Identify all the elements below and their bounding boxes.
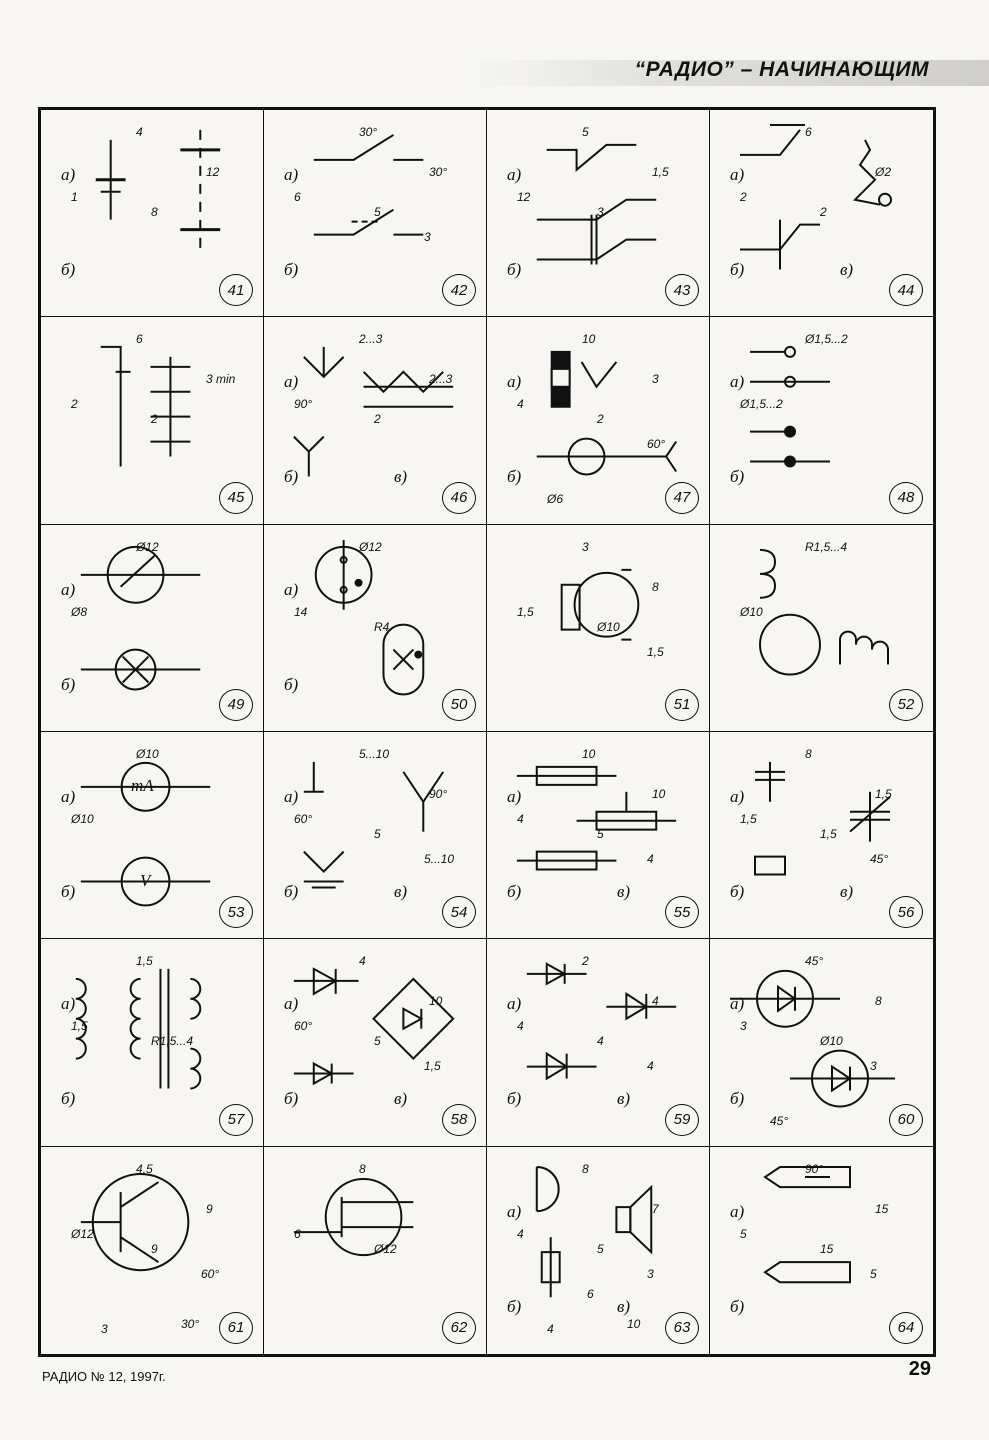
dimension-label: Ø2 <box>875 165 892 179</box>
dimension-label: Ø12 <box>71 1226 94 1241</box>
dimension-label: 10 <box>627 1316 641 1331</box>
dimension-label: Ø12 <box>359 539 382 554</box>
dimension-label: 2 <box>582 954 589 969</box>
figure-cell-55 <box>487 732 710 939</box>
figure-cell-42 <box>264 110 487 317</box>
figure-cell-63 <box>487 1147 710 1354</box>
dimension-label: 2 <box>740 190 747 204</box>
dimension-label: 7 <box>652 1201 659 1216</box>
dimension-label: 3 <box>582 539 589 554</box>
figure-cell-44 <box>710 110 933 317</box>
dimension-label: 10 <box>652 787 666 801</box>
meter-symbol: V <box>140 871 151 890</box>
figure-number: 48 <box>889 482 923 514</box>
figure-cell-58 <box>264 939 487 1146</box>
dimension-label: 14 <box>294 604 308 619</box>
dimension-label: 3 <box>424 230 431 244</box>
dimension-label: Ø1,5...2 <box>805 332 848 347</box>
figure-label: в) <box>840 882 854 901</box>
figure-cell-54 <box>264 732 487 939</box>
figure-label: б) <box>730 1296 745 1316</box>
dimension-label: 8 <box>875 994 882 1009</box>
figure-label: а) <box>61 165 76 184</box>
figure-cell-45 <box>41 317 264 524</box>
figure-label: а) <box>507 1201 522 1221</box>
figure-number: 42 <box>442 274 476 306</box>
figure-label: б) <box>730 1089 745 1109</box>
figure-cell-46 <box>264 317 487 524</box>
dimension-label: 10 <box>582 332 596 347</box>
figure-label: б) <box>730 467 745 487</box>
figure-number: 45 <box>219 482 253 514</box>
figure-cell-51 <box>487 525 710 732</box>
dimension-label: 1,5 <box>875 787 892 801</box>
dimension-label: 90° <box>294 397 313 412</box>
figure-label: б) <box>61 260 76 279</box>
dimension-label: 5 <box>374 827 381 841</box>
figure-number: 59 <box>665 1104 699 1136</box>
figure-label: б) <box>507 467 522 487</box>
dimension-label: 4 <box>136 125 143 139</box>
figure-label: б) <box>507 1296 522 1316</box>
dimension-label: 1 <box>71 190 78 204</box>
dimension-label: 4 <box>359 954 366 969</box>
figure-label: б) <box>507 1089 522 1109</box>
figure-label: а) <box>284 579 299 599</box>
dimension-label: 4 <box>547 1321 554 1336</box>
dimension-label: 8 <box>582 1161 589 1176</box>
dimension-label: 2 <box>374 412 381 427</box>
figure-number: 52 <box>889 689 923 721</box>
figure-label: б) <box>730 882 745 901</box>
dimension-label: 1,5 <box>820 827 837 841</box>
dimension-label: 2...3 <box>359 332 383 347</box>
dimension-label: 12 <box>206 165 220 179</box>
dimension-label: 6 <box>587 1286 594 1301</box>
dimension-label: 8 <box>359 1161 366 1176</box>
dimension-label: 2...3 <box>429 372 453 387</box>
dimension-label: 4 <box>517 1019 524 1034</box>
figure-cell-60 <box>710 939 933 1146</box>
dimension-label: 1,5 <box>517 604 534 619</box>
dimension-label: 60° <box>201 1266 220 1281</box>
figure-label: а) <box>61 579 76 599</box>
dimension-label: 3 min <box>206 372 236 387</box>
figure-label: а) <box>507 372 522 392</box>
dimension-label: 60° <box>294 812 313 826</box>
figure-label: в) <box>394 467 408 487</box>
dimension-label: 90° <box>429 787 448 801</box>
figure-number: 56 <box>889 896 923 928</box>
figure-label: а) <box>507 994 522 1014</box>
figure-cell-61 <box>41 1147 264 1354</box>
dimension-label: 30° <box>429 165 448 179</box>
dimension-label: 60° <box>647 437 666 452</box>
figure-number: 64 <box>889 1312 923 1344</box>
figure-label: а) <box>284 787 299 806</box>
dimension-label: 3 <box>652 372 659 387</box>
dimension-label: 15 <box>820 1241 834 1256</box>
dimension-label: 5...10 <box>424 852 455 866</box>
dimension-label: 1,5 <box>740 812 757 826</box>
dimension-label: 60° <box>294 1019 313 1034</box>
figure-number: 61 <box>219 1312 253 1344</box>
figure-number: 46 <box>442 482 476 514</box>
figure-cell-57 <box>41 939 264 1146</box>
figure-label: а) <box>730 165 745 184</box>
dimension-label: 9 <box>151 1241 158 1256</box>
figure-cell-64 <box>710 1147 933 1354</box>
dimension-label: 2 <box>151 412 158 427</box>
figure-label: а) <box>284 372 299 392</box>
dimension-label: 12 <box>517 190 531 204</box>
dimension-label: Ø8 <box>71 604 88 619</box>
figure-label: а) <box>284 994 299 1014</box>
dimension-label: 1,5 <box>647 644 664 659</box>
figure-number: 62 <box>442 1312 476 1344</box>
dimension-label: 1,5 <box>424 1059 441 1074</box>
dimension-label: 5 <box>582 125 589 139</box>
dimension-label: 4 <box>597 1034 604 1049</box>
dimension-label: R1,5...4 <box>805 539 848 554</box>
figure-label: б) <box>507 260 522 279</box>
figure-label: в) <box>394 882 408 901</box>
dimension-label: 8 <box>805 747 812 761</box>
dimension-label: 10 <box>582 747 596 761</box>
dimension-label: 4,5 <box>136 1161 153 1176</box>
figure-label: а) <box>284 165 299 184</box>
dimension-label: 15 <box>875 1201 889 1216</box>
dimension-label: 8 <box>151 205 158 219</box>
dimension-label: 5 <box>597 1241 604 1256</box>
dimension-label: 4 <box>647 1059 654 1074</box>
dimension-label: 4 <box>647 852 654 866</box>
dimension-label: 3 <box>597 205 604 219</box>
dimension-label: Ø1,5...2 <box>740 397 783 412</box>
figure-number: 43 <box>665 274 699 306</box>
dimension-label: 3 <box>870 1059 877 1074</box>
meter-symbol: mA <box>131 776 154 795</box>
dimension-label: 6 <box>294 190 301 204</box>
dimension-label: 2 <box>820 205 827 219</box>
dimension-label: Ø10 <box>740 604 763 619</box>
dimension-label: 8 <box>652 579 659 594</box>
figure-cell-43 <box>487 110 710 317</box>
figure-cell-59 <box>487 939 710 1146</box>
figure-cell-62 <box>264 1147 487 1354</box>
dimension-label: R1,5...4 <box>151 1034 194 1049</box>
figure-label: в) <box>394 1089 408 1109</box>
figure-number: 57 <box>219 1104 253 1136</box>
dimension-label: 1,5 <box>652 165 669 179</box>
figure-label: б) <box>284 674 299 694</box>
dimension-label: 2 <box>597 412 604 427</box>
figure-number: 41 <box>219 274 253 306</box>
dimension-label: 3 <box>740 1019 747 1034</box>
figure-label: а) <box>730 787 745 806</box>
dimension-label: 45° <box>770 1114 789 1129</box>
dimension-label: 3 <box>101 1321 108 1336</box>
figure-label: б) <box>61 674 76 694</box>
dimension-label: 4 <box>517 397 524 412</box>
dimension-label: 4 <box>652 994 659 1009</box>
dimension-label: 5 <box>740 1226 747 1241</box>
figure-label: б) <box>284 467 299 487</box>
figure-cell-48 <box>710 317 933 524</box>
dimension-label: Ø10 <box>820 1034 843 1049</box>
figure-cell-41 <box>41 110 264 317</box>
figure-cell-52 <box>710 525 933 732</box>
dimension-label: 45° <box>805 954 824 969</box>
dimension-label: 90° <box>805 1161 824 1176</box>
figure-number: 58 <box>442 1104 476 1136</box>
figure-number: 60 <box>889 1104 923 1136</box>
dimension-label: 6 <box>805 125 812 139</box>
dimension-label: 5 <box>597 827 604 841</box>
symbol-grid <box>38 107 936 1357</box>
dimension-label: Ø10 <box>136 747 159 761</box>
figure-number: 49 <box>219 689 253 721</box>
dimension-label: 6 <box>136 332 143 347</box>
figure-label: а) <box>507 787 522 806</box>
dimension-label: Ø10 <box>597 619 620 634</box>
dimension-label: Ø12 <box>374 1241 397 1256</box>
figure-label: б) <box>730 260 745 279</box>
figure-number: 63 <box>665 1312 699 1344</box>
figure-label: а) <box>730 372 745 392</box>
dimension-label: 30° <box>181 1316 200 1331</box>
figure-label: а) <box>730 1201 745 1221</box>
figure-cell-53 <box>41 732 264 939</box>
figure-number: 44 <box>889 274 923 306</box>
section-title: “РАДИО” – НАЧИНАЮЩИМ <box>634 58 929 81</box>
dimension-label: 45° <box>870 852 889 866</box>
dimension-label: 1,5 <box>136 954 153 969</box>
figure-cell-49 <box>41 525 264 732</box>
dimension-label: 9 <box>206 1201 213 1216</box>
figure-cell-50 <box>264 525 487 732</box>
dimension-label: 6 <box>294 1226 301 1241</box>
dimension-label: 4 <box>517 1226 524 1241</box>
figure-label: б) <box>284 260 299 279</box>
dimension-label: Ø10 <box>71 812 94 826</box>
figure-label: а) <box>61 787 76 806</box>
dimension-label: Ø6 <box>547 492 564 507</box>
figure-label: в) <box>617 1296 631 1316</box>
figure-number: 55 <box>665 896 699 928</box>
figure-label: в) <box>617 882 631 901</box>
figure-label: а) <box>730 994 745 1014</box>
dimension-label: 1,5 <box>71 1019 88 1034</box>
dimension-label: R4 <box>374 619 390 634</box>
figure-number: 51 <box>665 689 699 721</box>
dimension-label: 5 <box>870 1266 877 1281</box>
figure-number: 50 <box>442 689 476 721</box>
dimension-label: 5...10 <box>359 747 390 761</box>
figure-cell-47 <box>487 317 710 524</box>
figure-label: а) <box>61 994 76 1014</box>
figure-label: а) <box>507 165 522 184</box>
figure-label: б) <box>284 882 299 901</box>
dimension-label: 5 <box>374 1034 381 1049</box>
figure-label: б) <box>507 882 522 901</box>
figure-number: 54 <box>442 896 476 928</box>
dimension-label: Ø12 <box>136 539 159 554</box>
dimension-label: 4 <box>517 812 524 826</box>
figure-number: 53 <box>219 896 253 928</box>
dimension-label: 30° <box>359 125 378 139</box>
figure-label: б) <box>284 1089 299 1109</box>
dimension-label: 5 <box>374 205 381 219</box>
figure-label: б) <box>61 1089 76 1109</box>
dimension-label: 3 <box>647 1266 654 1281</box>
figure-label: б) <box>61 882 76 901</box>
figure-cell-56 <box>710 732 933 939</box>
figure-number: 47 <box>665 482 699 514</box>
figure-label: в) <box>840 260 854 279</box>
page-number: 29 <box>908 1358 931 1380</box>
figure-label: в) <box>617 1089 631 1109</box>
issue-caption: РАДИО № 12, 1997г. <box>42 1369 166 1384</box>
dimension-label: 2 <box>71 397 78 412</box>
dimension-label: 10 <box>429 994 443 1009</box>
